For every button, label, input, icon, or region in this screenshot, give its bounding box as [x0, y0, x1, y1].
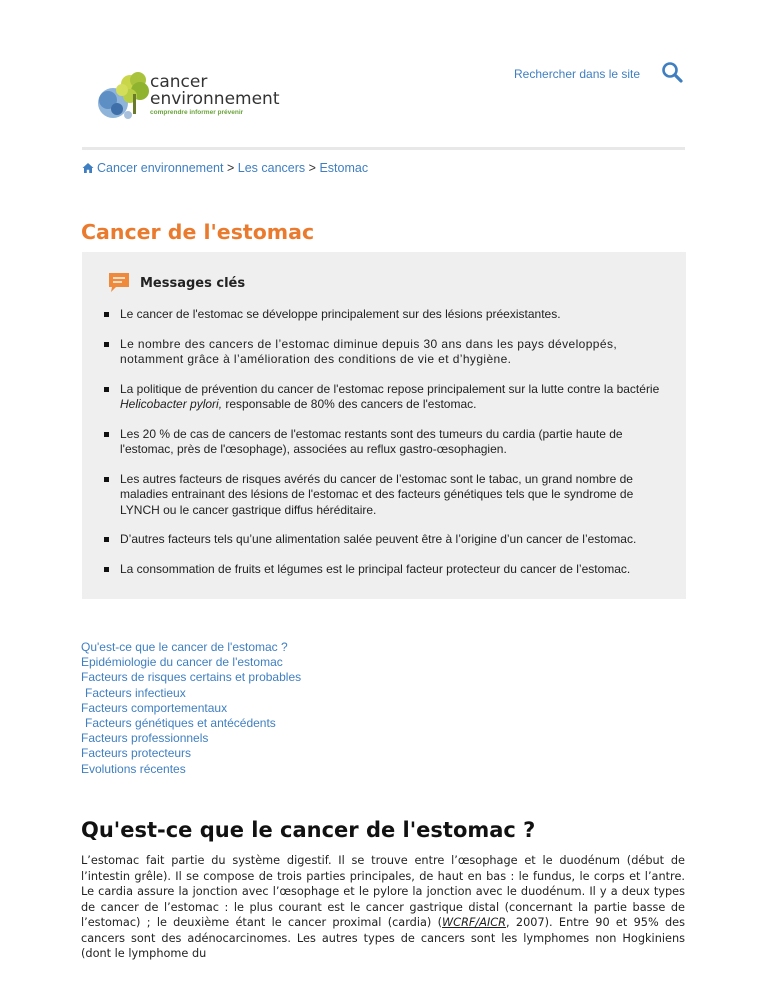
toc-link[interactable]: Facteurs protecteurs: [81, 746, 192, 761]
toc-link[interactable]: Facteurs comportementaux: [81, 700, 228, 715]
breadcrumb-separator: >: [226, 161, 235, 175]
key-messages-header: [107, 271, 245, 295]
list-item-italic: Helicobacter pylori,: [120, 397, 223, 411]
breadcrumb-separator: >: [308, 161, 316, 175]
speech-bubble-icon: [107, 271, 131, 295]
reference-link[interactable]: WCRF/AICR: [442, 916, 507, 929]
page-title: Cancer de l'estomac: [81, 220, 315, 244]
breadcrumb-link-home[interactable]: Cancer environnement: [97, 161, 224, 175]
table-of-contents: [81, 640, 301, 777]
breadcrumb-link-estomac[interactable]: Estomac: [319, 161, 369, 175]
key-messages-box: [82, 252, 686, 599]
key-messages-list: [104, 307, 666, 577]
breadcrumb-link-cancers[interactable]: Les cancers: [237, 161, 306, 175]
toc-link[interactable]: Qu'est-ce que le cancer de l'estomac ?: [81, 640, 288, 654]
logo-tagline: comprendre informer prévenir: [150, 109, 244, 116]
list-item: Les autres facteurs de risques avérés du cancer de l’estomac sont le tabac, un grand nombre de maladies entrainant des lésions de l'estomac et des facteurs génétiques tels que le syndrome de LYNCH ou le cancer gastrique diffus héréditaire.: [104, 472, 666, 519]
list-item: Le cancer de l'estomac se développe principalement sur des lésions préexistantes.: [104, 307, 666, 323]
list-item-text: La politique de prévention du cancer de l'estomac repose principalement sur la lutte contre la bactérie: [120, 381, 660, 396]
search-icon[interactable]: [661, 61, 683, 83]
list-item: Le nombre des cancers de l’estomac diminue depuis 30 ans dans les pays développés, notamment grâce à l’amélioration des conditions de vie et d’hygiène.: [104, 337, 666, 368]
toc-link[interactable]: Facteurs génétiques et antécédents: [85, 716, 276, 731]
home-icon[interactable]: [82, 162, 94, 174]
toc-link[interactable]: Facteurs de risques certains et probables: [81, 670, 302, 685]
section-title: Qu'est-ce que le cancer de l'estomac ?: [81, 818, 536, 842]
search-link[interactable]: Rechercher dans le site: [514, 67, 641, 81]
header-divider: [82, 147, 685, 150]
paragraph-text: , 2007). Entre 90 et 95% des cancers sont des adénocarcinomes. Les autres types de cancers sont les lymphomes non Hogkiniens (dont le lymphome du: [81, 916, 685, 960]
list-item-text: responsable de 80% des cancers de l'estomac.: [222, 397, 477, 411]
toc-link[interactable]: Evolutions récentes: [81, 761, 186, 776]
toc-link[interactable]: Epidémiologie du cancer de l'estomac: [81, 655, 283, 670]
logo-text-line1: cancer: [150, 72, 208, 92]
list-item: Les 20 % de cas de cancers de l'estomac restants sont des tumeurs du cardia (partie haute de l'estomac, près de l'œsophage), associées au reflux gastro-œsophagien.: [104, 427, 666, 458]
toc-link[interactable]: Facteurs professionnels: [81, 731, 209, 746]
list-item: D’autres facteurs tels qu’une alimentation salée peuvent être à l’origine d’un cancer de l’estomac.: [104, 532, 666, 548]
list-item: La consommation de fruits et légumes est le principal facteur protecteur du cancer de l’estomac.: [104, 562, 666, 578]
paragraph-text: L’estomac fait partie du système digestif. Il se trouve entre l’œsophage et le duodénum (début de l’intestin grêle). Il se compose de trois parties principales, de haut en bas : le fundus, le corps et l’antre. Le cardia assure la jonction avec l’œsophage et le pylore la jonction avec le duodénum. Il y a deux types de cancer de l’estomac : le plus courant est le cancer gastrique distal (concernant la partie basse de l’estomac) ; le deuxième étant le cancer proximal (cardia) (: [81, 854, 685, 929]
logo-text-line2: environnement: [150, 89, 280, 109]
list-item: [104, 382, 666, 413]
breadcrumb: [82, 161, 368, 175]
section-paragraph: [81, 853, 685, 962]
toc-link[interactable]: Facteurs infectieux: [85, 685, 186, 700]
key-messages-title: Messages clés: [140, 275, 246, 291]
